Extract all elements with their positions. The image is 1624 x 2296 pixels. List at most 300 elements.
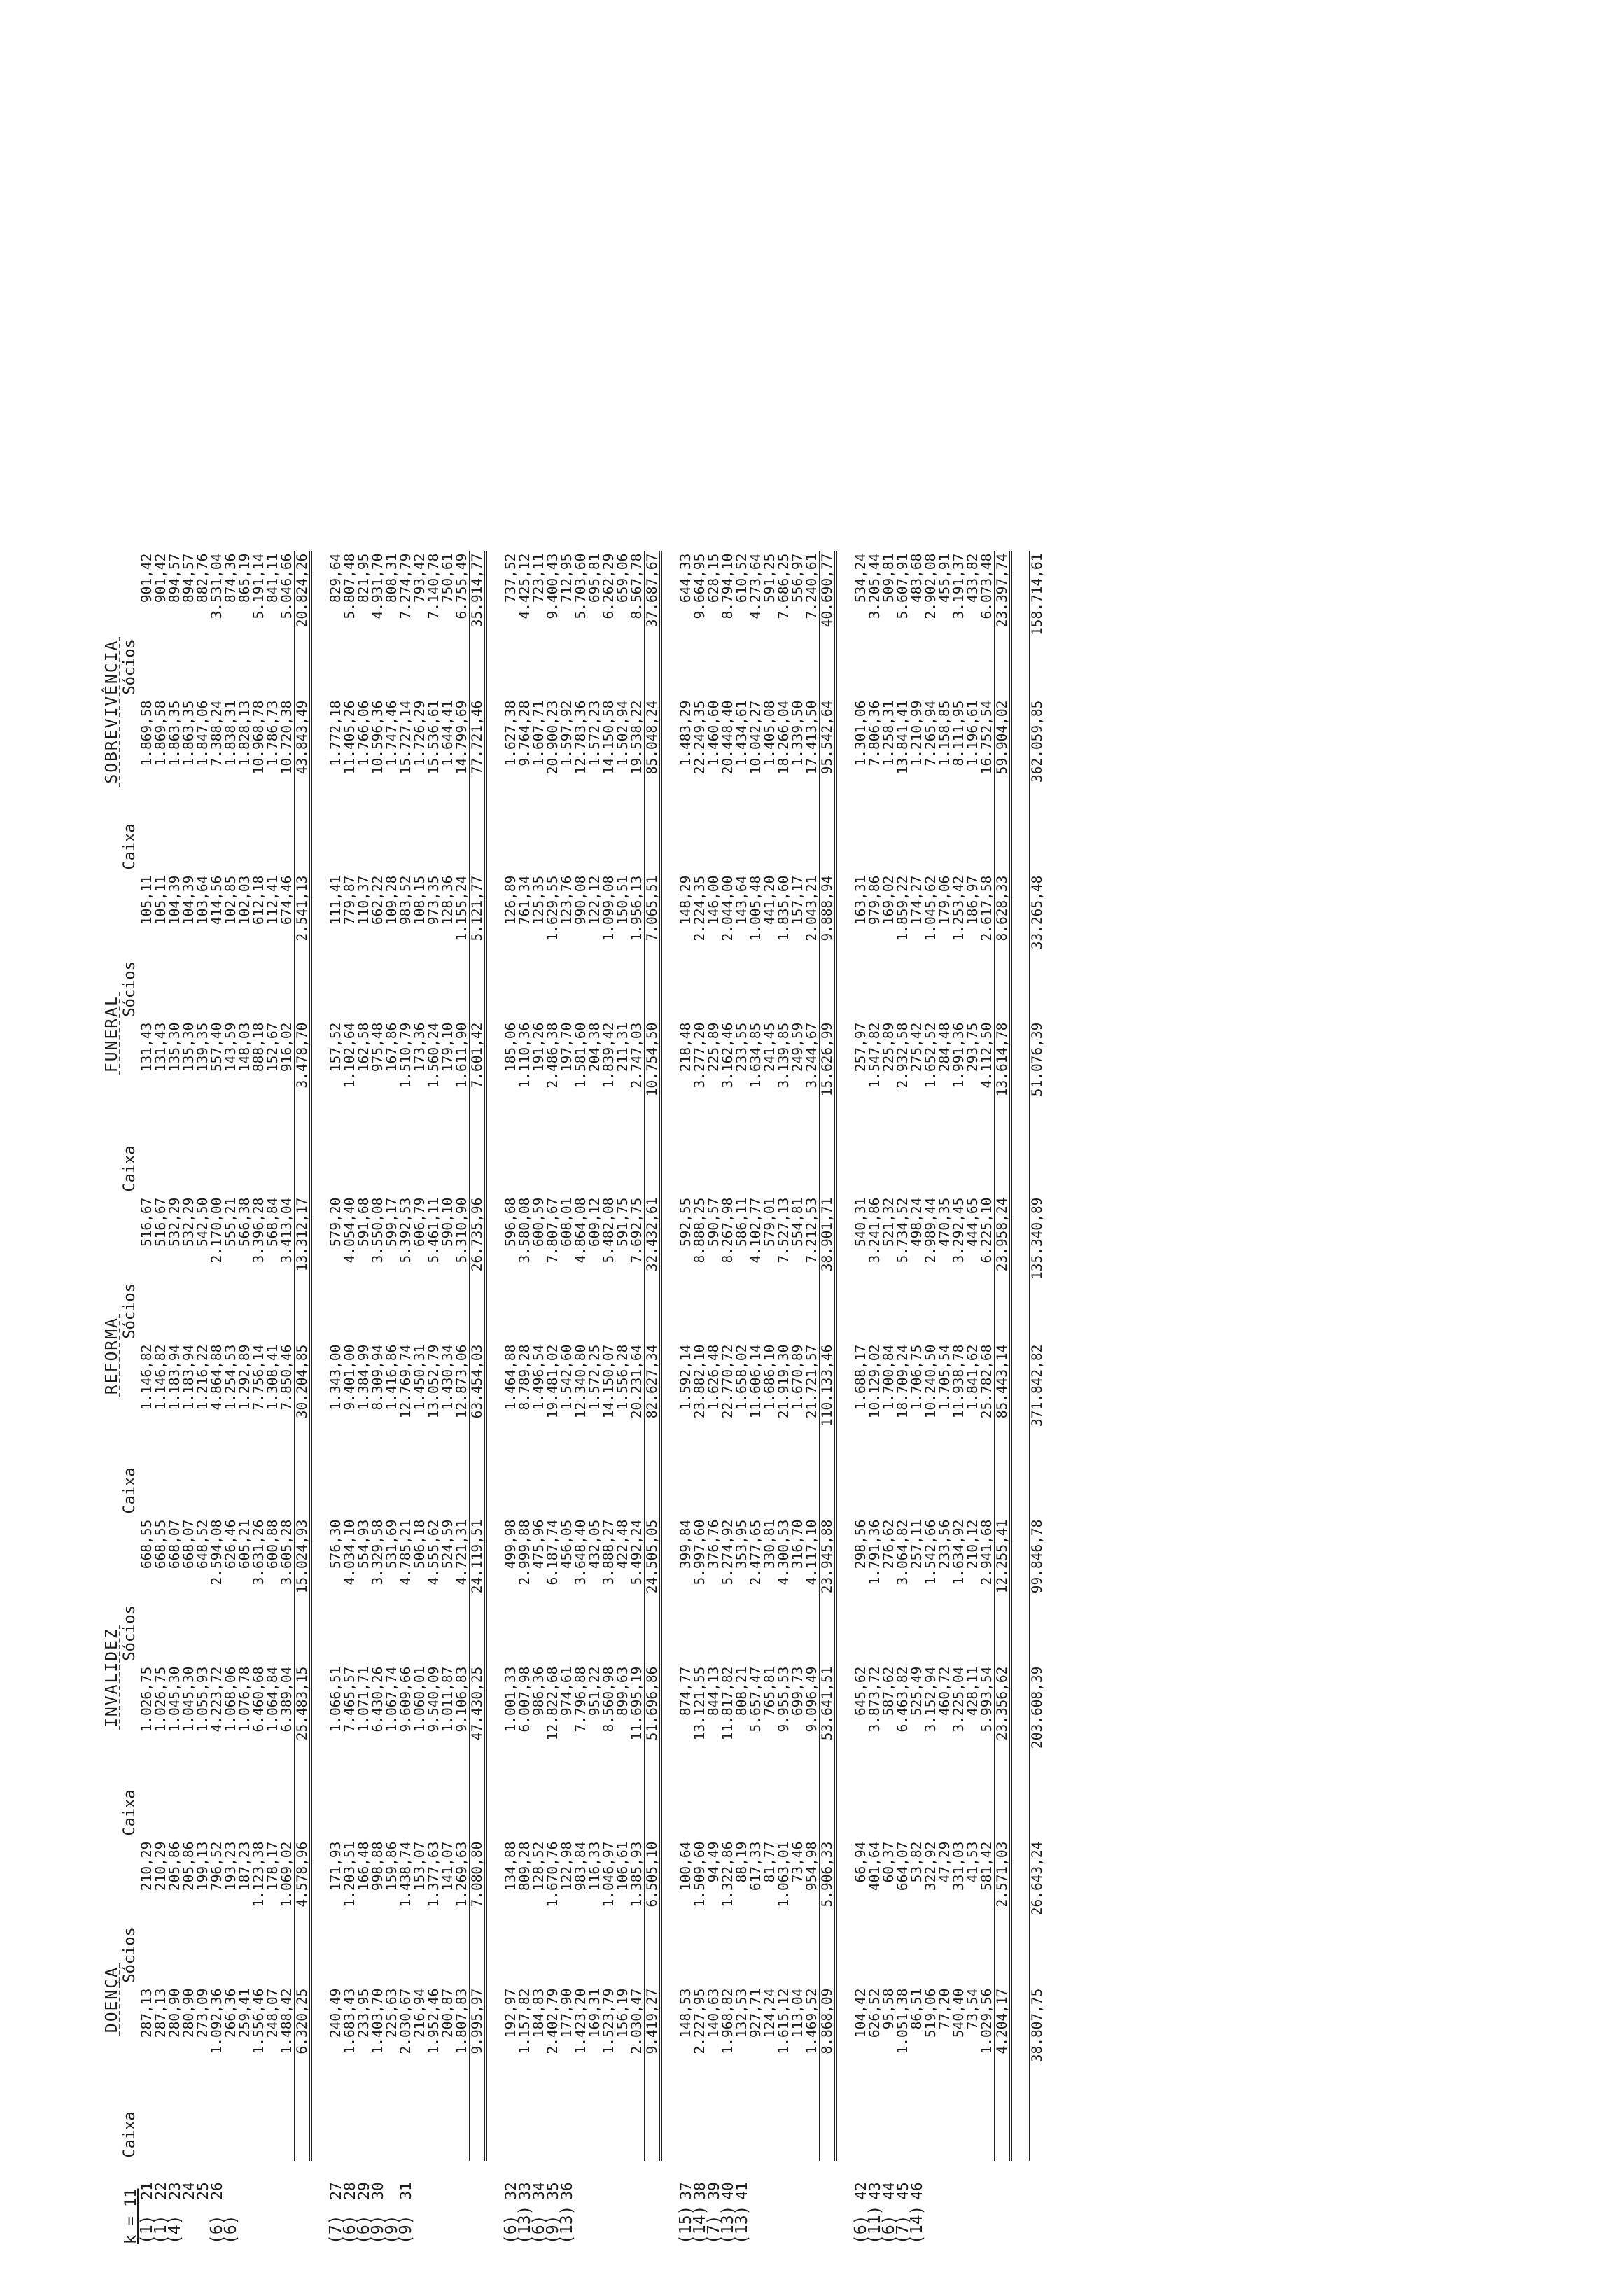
block-spacer (486, 551, 504, 2247)
k-value: 28 (342, 2182, 358, 2200)
socios-cell: 591,75 (615, 1197, 631, 1247)
multiplier-label: (1) (152, 2215, 170, 2244)
multiplier-label: (7) (705, 2215, 723, 2244)
table-row (749, 551, 763, 2247)
socios-cell: 109,28 (384, 875, 400, 925)
socios-cell: 540,31 (853, 1197, 869, 1247)
caixa-cell: 135,30 (181, 1022, 197, 1072)
caixa-cell: 1.766,06 (356, 700, 372, 766)
caixa-cell: 1.611,90 (454, 1022, 470, 1088)
socios-cell: 841,11 (265, 553, 281, 603)
caixa-cell: 169,31 (587, 1988, 603, 2038)
caixa-cell: 1.157,82 (517, 1988, 533, 2054)
socios-cell: 4.555,62 (426, 1519, 442, 1586)
table-row (343, 551, 357, 2247)
caixa-cell: 12.340,80 (573, 1344, 589, 1419)
caixa-cell: 1.572,25 (587, 1344, 603, 1410)
socios-cell: 3.631,26 (251, 1519, 267, 1586)
k-value (238, 2168, 252, 2203)
caixa-cell: 225,89 (706, 1022, 722, 1072)
table-row (210, 551, 224, 2247)
socios-cell: 128,52 (531, 1841, 547, 1891)
caixa-cell: 888,18 (251, 1022, 267, 1072)
caixa-cell: 1.747,46 (384, 700, 400, 766)
k-value: 43 (867, 2182, 883, 2200)
socios-cell: 750,61 (440, 553, 456, 603)
multiplier-label (238, 2203, 252, 2247)
caixa-cell: 113,04 (790, 1988, 806, 2038)
socios-cell: 3.064,82 (895, 1519, 911, 1586)
table-row (602, 551, 616, 2247)
caixa-cell: 293,75 (965, 1022, 981, 1072)
caixa-cell: 86,51 (909, 1988, 925, 2030)
gap-cell (266, 2161, 280, 2168)
k-value: 36 (559, 2182, 575, 2200)
caixa-cell: 1.869,58 (153, 700, 169, 766)
caixa-cell: 131,43 (139, 1022, 155, 1072)
socios-cell: 5.807,48 (342, 553, 358, 620)
table-row (777, 551, 791, 2247)
multiplier-label (924, 2203, 938, 2247)
gap-cell (504, 2161, 518, 2168)
caixa-cell: 1.839,42 (601, 1022, 617, 1088)
caixa-cell: 975,48 (370, 1022, 386, 1072)
caixa-cell: 211,31 (615, 1022, 631, 1072)
multiplier-label (280, 2203, 295, 2247)
socios-cell: 316,70 (790, 1519, 806, 1569)
k-value: 42 (853, 2182, 869, 2200)
caixa-cell: 587,62 (881, 1666, 897, 1716)
caixa-cell: 157,52 (328, 1022, 344, 1072)
gap-cell (546, 2161, 560, 2168)
multiplier-label: (4) (166, 2215, 184, 2244)
caixa-cell: 287,13 (153, 1988, 169, 2038)
gap-cell (805, 2161, 820, 2168)
k-value (777, 2168, 791, 2203)
table-row (721, 551, 735, 2247)
caixa-cell: 557,40 (209, 1022, 225, 1072)
block-spacer (661, 551, 679, 2247)
socios-cell: 199,13 (195, 1841, 211, 1891)
socios-cell: 1.155,24 (454, 875, 470, 941)
caixa-cell: 1.460,60 (706, 700, 722, 766)
k-value: 27 (328, 2182, 344, 2200)
socios-cell: 532,29 (181, 1197, 197, 1247)
subtotal-cell: 7.080,80 (470, 1839, 486, 1986)
subtotal-cell: 3.478,70 (295, 1020, 311, 1195)
socios-cell: 414,56 (209, 875, 225, 925)
caixa-cell: 233,95 (356, 1988, 372, 2038)
k-value: 24 (181, 2182, 197, 2200)
socios-cell: 2.594,08 (209, 1519, 225, 1586)
socios-cell: 233,56 (937, 1519, 953, 1569)
socios-cell: 592,55 (678, 1197, 694, 1247)
table-row (385, 551, 399, 2247)
caixa-cell: 14.150,58 (601, 700, 617, 775)
socios-cell: 499,98 (503, 1519, 519, 1569)
gap-cell (1030, 2161, 1044, 2168)
caixa-cell: 1.688,17 (853, 1344, 869, 1410)
block-spacer (311, 551, 329, 2247)
caixa-cell: 2.402,79 (545, 1988, 561, 2054)
caixa-cell: 140,63 (706, 1988, 722, 2038)
multiplier-label: (11) (866, 2205, 884, 2244)
multiplier-label: (13) (516, 2205, 534, 2244)
caixa-cell: 1.110,36 (517, 1022, 533, 1088)
caixa-cell: 2.030,47 (629, 1988, 645, 2054)
caixa-cell: 8.111,95 (951, 700, 967, 766)
caixa-cell: 1.838,31 (223, 700, 239, 766)
table-row (707, 551, 721, 2247)
socios-header: Sócios (121, 1283, 139, 1339)
socios-cell: 103,64 (195, 875, 211, 925)
socios-cell: 542,50 (195, 1197, 211, 1247)
caixa-cell: 177,90 (559, 1988, 575, 2038)
socios-cell: 2.941,68 (979, 1519, 995, 1586)
socios-cell: 3.888,27 (601, 1519, 617, 1586)
subtotal-cell: 23.945,88 (820, 1517, 836, 1664)
caixa-cell: 645,62 (853, 1666, 869, 1716)
k-value (602, 2168, 616, 2203)
socios-cell: 556,97 (790, 553, 806, 603)
caixa-cell: 12.873,06 (454, 1344, 470, 1419)
socios-cell: 829,64 (328, 553, 344, 603)
caixa-cell: 162,58 (356, 1022, 372, 1072)
caixa-cell: 1.071,71 (356, 1666, 372, 1732)
caixa-cell: 4.864,88 (209, 1344, 225, 1410)
caixa-cell: 139,35 (195, 1022, 211, 1072)
grand-total-cell: 362.059,85 (1030, 698, 1044, 873)
k-value (224, 2168, 238, 2203)
caixa-cell: 1.464,88 (503, 1344, 519, 1410)
multiplier-label: (13) (558, 2205, 576, 2244)
subtotal-cell: 43.843,49 (295, 698, 311, 873)
k-value (266, 2168, 280, 2203)
caixa-cell: 13.841,41 (895, 700, 911, 775)
k-value (980, 2168, 995, 2203)
gap-cell (357, 2161, 371, 2168)
caixa-cell: 1.423,20 (573, 1988, 589, 2054)
gap-cell (455, 2161, 470, 2168)
multiplier-label (588, 2203, 602, 2247)
caixa-cell: 1.064,84 (265, 1666, 281, 1732)
table-row (546, 551, 560, 2247)
caixa-cell: 2.030,67 (398, 1988, 414, 2054)
socios-cell: 4.931,70 (370, 553, 386, 620)
socios-cell: 524,59 (440, 1519, 456, 1569)
socios-cell: 3.241,86 (867, 1197, 883, 1264)
socios-cell: 456,05 (559, 1519, 575, 1569)
subtotal-cell: 5.121,77 (470, 873, 486, 1020)
caixa-cell: 20.231,64 (629, 1344, 645, 1419)
caixa-cell: 1.542,60 (559, 1344, 575, 1410)
socios-cell: 210,29 (153, 1841, 169, 1891)
caixa-cell: 1.607,71 (531, 700, 547, 766)
k-value: 35 (545, 2182, 561, 2200)
socios-cell: 148,29 (678, 875, 694, 925)
blank-cell (645, 2168, 661, 2203)
caixa-cell: 1.067,74 (384, 1666, 400, 1732)
gap-cell (210, 2161, 224, 2168)
caixa-cell: 1.615,12 (776, 1988, 792, 2054)
socios-cell: 102,85 (223, 875, 239, 925)
caixa-cell: 1.183,94 (181, 1344, 197, 1410)
grand-total-cell: 33.265,48 (1030, 873, 1044, 1020)
socios-cell: 126,89 (503, 875, 519, 925)
socios-cell: 7.274,79 (398, 553, 414, 620)
socios-cell: 874,36 (223, 553, 239, 603)
subtotal-cell: 110.133,46 (820, 1342, 836, 1517)
caixa-cell: 14.799,69 (454, 700, 470, 775)
socios-cell: 610,52 (734, 553, 750, 603)
subtotal-cell: 13.312,17 (295, 1195, 311, 1342)
table-row (238, 551, 252, 2247)
caixa-cell: 9.609,66 (398, 1666, 414, 1732)
caixa-cell: 986,36 (531, 1666, 547, 1716)
socios-cell: 174,27 (909, 875, 925, 925)
socios-cell: 5.607,91 (895, 553, 911, 620)
k-value (966, 2168, 980, 2203)
socios-cell: 108,15 (412, 875, 428, 925)
socios-cell: 186,97 (965, 875, 981, 925)
table-row (938, 551, 952, 2247)
caixa-cell: 765,81 (762, 1666, 778, 1716)
k-value: 33 (517, 2182, 533, 2200)
caixa-cell: 1.488,42 (279, 1988, 295, 2054)
socios-cell: 141,07 (440, 1841, 456, 1891)
table-row (735, 551, 749, 2247)
caixa-cell: 1.434,61 (734, 700, 750, 766)
caixa-cell: 95,58 (881, 1988, 897, 2030)
caixa-cell: 2.932,58 (895, 1022, 911, 1088)
socios-cell: 9.400,43 (545, 553, 561, 620)
caixa-cell: 1.450,31 (412, 1344, 428, 1410)
caixa-cell: 974,61 (559, 1666, 575, 1716)
socios-cell: 668,07 (181, 1519, 197, 1569)
socios-cell: 5.734,52 (895, 1197, 911, 1264)
caixa-cell: 1.644,41 (440, 700, 456, 766)
socios-cell: 1.859,22 (895, 875, 911, 941)
caixa-cell: 1.968,82 (720, 1988, 736, 2054)
k-value: 25 (195, 2182, 211, 2200)
socios-cell: 901,42 (153, 553, 169, 603)
multiplier-label (966, 2203, 980, 2247)
socios-cell: 3.605,28 (279, 1519, 295, 1586)
socios-cell: 1.629,55 (545, 875, 561, 941)
k-value (791, 2168, 805, 2203)
socios-cell: 8.794,10 (720, 553, 736, 620)
table-row (399, 551, 413, 2247)
socios-cell: 5.274,92 (720, 1519, 736, 1586)
caixa-cell: 927,71 (748, 1988, 764, 2038)
caixa-cell: 22.770,72 (720, 1344, 736, 1419)
socios-cell: 4.300,53 (776, 1519, 792, 1586)
caixa-cell: 5.657,47 (748, 1666, 764, 1732)
gap-cell (280, 2161, 295, 2168)
caixa-cell: 6.389,04 (279, 1666, 295, 1732)
socios-cell: 668,55 (139, 1519, 155, 1569)
socios-cell: 4.273,64 (748, 553, 764, 620)
socios-header: Sócios (121, 961, 139, 1017)
blank-cell (645, 2203, 661, 2247)
socios-cell: 110,37 (356, 875, 372, 925)
socios-cell: 596,68 (503, 1197, 519, 1247)
socios-cell: 106,61 (615, 1841, 631, 1891)
caixa-cell: 1.597,92 (559, 700, 575, 766)
caixa-cell: 248,07 (265, 1988, 281, 2038)
socios-cell: 5.482,08 (601, 1197, 617, 1264)
socios-cell: 153,07 (412, 1841, 428, 1891)
socios-cell: 73,46 (790, 1841, 806, 1883)
group-doenca: DOENÇA (105, 1839, 123, 2161)
caixa-cell: 10.042,27 (748, 700, 764, 775)
subtotal-cell: 7.065,51 (645, 873, 661, 1020)
socios-cell: 979,86 (867, 875, 883, 925)
k-value (616, 2168, 630, 2203)
socios-cell: 128,36 (440, 875, 456, 925)
socios-cell: 5.492,24 (629, 1519, 645, 1586)
k-value (938, 2168, 952, 2203)
socios-cell: 178,17 (265, 1841, 281, 1891)
caixa-cell: 874,77 (678, 1666, 694, 1716)
multiplier-label: (14) (908, 2205, 926, 2244)
caixa-cell: 808,21 (734, 1666, 750, 1716)
caixa-cell: 1.001,33 (503, 1666, 519, 1732)
socios-cell: 205,86 (167, 1841, 183, 1891)
blank-cell (470, 2168, 486, 2203)
gap-cell (938, 2161, 952, 2168)
socios-cell: 88,19 (734, 1841, 750, 1883)
caixa-cell: 1.051,38 (895, 1988, 911, 2054)
subtotal-cell: 82.627,34 (645, 1342, 661, 1517)
socios-cell: 516,67 (139, 1197, 155, 1247)
socios-cell: 1.123,38 (251, 1841, 267, 1907)
socios-cell: 581,42 (979, 1841, 995, 1891)
subtotal-cell: 5.906,33 (820, 1839, 836, 1986)
caixa-cell: 21.919,30 (776, 1344, 792, 1419)
socios-cell: 331,03 (951, 1841, 967, 1891)
gap-cell (427, 2161, 441, 2168)
k-value (441, 2168, 455, 2203)
gap-cell (371, 2161, 385, 2168)
socios-cell: 1.005,48 (748, 875, 764, 941)
socios-cell: 723,11 (531, 553, 547, 603)
gap-cell (295, 2161, 311, 2168)
gap-cell (924, 2161, 938, 2168)
caixa-cell: 10.129,02 (867, 1344, 883, 1419)
table-row (413, 551, 427, 2247)
socios-cell: 695,81 (587, 553, 603, 603)
socios-cell: 111,41 (328, 875, 344, 925)
socios-cell: 606,79 (412, 1197, 428, 1247)
multiplier-label: (6) (208, 2215, 226, 2244)
caixa-cell: 3.873,72 (867, 1666, 883, 1732)
subtotal-cell: 2.541,13 (295, 873, 311, 1020)
caixa-cell: 6.430,26 (370, 1666, 386, 1732)
caixa-cell: 1.847,06 (195, 700, 211, 766)
gap-cell (645, 2161, 661, 2168)
caixa-cell: 21.721,57 (804, 1344, 820, 1419)
table-row (427, 551, 441, 2247)
table-row (588, 551, 602, 2247)
subtotal-cell: 12.255,41 (995, 1517, 1011, 1664)
caixa-cell: 7.465,57 (342, 1666, 358, 1732)
caixa-cell: 10.240,50 (923, 1344, 939, 1419)
grand-total-cell: 158.714,61 (1030, 551, 1044, 698)
socios-cell: 554,81 (790, 1197, 806, 1247)
socios-header: Sócios (121, 1927, 139, 1983)
subtotal-cell: 13.614,78 (995, 1020, 1011, 1195)
subtotal-cell: 15.626,99 (820, 1020, 836, 1195)
socios-cell: 5.997,60 (692, 1519, 708, 1586)
caixa-cell: 9.096,49 (804, 1666, 820, 1732)
gap-cell (518, 2161, 532, 2168)
socios-cell: 7.212,53 (804, 1197, 820, 1264)
gap-cell (693, 2161, 707, 2168)
caixa-cell: 10.720,38 (279, 700, 295, 775)
caixa-cell: 1.301,06 (853, 700, 869, 766)
caixa-cell: 519,06 (923, 1988, 939, 2038)
caixa-cell: 1.045,30 (167, 1666, 183, 1732)
caixa-cell: 273,09 (195, 1988, 211, 2038)
caixa-cell: 540,40 (951, 1988, 967, 2038)
table-row (224, 551, 238, 2247)
subtotal-cell: 6.505,10 (645, 1839, 661, 1986)
k-value: 45 (895, 2182, 911, 2200)
caixa-cell: 15.536,61 (426, 700, 442, 775)
caixa-cell: 1.158,85 (937, 700, 953, 766)
socios-cell: 600,88 (265, 1519, 281, 1569)
socios-cell: 6.225,10 (979, 1197, 995, 1264)
caixa-cell: 2.486,38 (545, 1022, 561, 1088)
caixa-header: Caixa (121, 823, 139, 870)
socios-cell: 894,57 (181, 553, 197, 603)
caixa-cell: 1.060,01 (412, 1666, 428, 1732)
gap-cell (560, 2161, 574, 2168)
socios-cell: 2.902,08 (923, 553, 939, 620)
gap-cell (343, 2161, 357, 2168)
socios-cell: 150,51 (615, 875, 631, 925)
socios-cell: 399,84 (678, 1519, 694, 1569)
subtotal-cell: 85.048,24 (645, 698, 661, 873)
multiplier-label (266, 2203, 280, 2247)
caixa-cell: 179,10 (440, 1022, 456, 1072)
table-row (196, 551, 210, 2247)
subtotal-cell: 95.542,64 (820, 698, 836, 873)
subtotal-cell: 10.754,50 (645, 1020, 661, 1195)
socios-cell: 591,68 (356, 1197, 372, 1247)
caixa-cell: 8.560,98 (601, 1666, 617, 1732)
caixa-cell: 1.863,35 (167, 700, 183, 766)
caixa-cell: 1.523,79 (601, 1988, 617, 2054)
caixa-cell: 12.783,36 (573, 700, 589, 775)
table-row (966, 551, 980, 2247)
blank-cell (820, 2203, 836, 2247)
multiplier-label: (13) (719, 2205, 737, 2244)
socios-cell: 973,35 (426, 875, 442, 925)
caixa-header: Caixa (121, 1789, 139, 1836)
socios-cell: 3.292,45 (951, 1197, 967, 1264)
socios-cell: 498,24 (909, 1197, 925, 1247)
socios-cell: 2.999,88 (517, 1519, 533, 1586)
socios-cell: 2.989,44 (923, 1197, 939, 1264)
socios-cell: 1.063,01 (776, 1841, 792, 1907)
caixa-cell: 1.869,58 (139, 700, 155, 766)
multiplier-label: (9) (369, 2215, 387, 2244)
socios-cell: 608,01 (559, 1197, 575, 1247)
socios-cell: 422,48 (615, 1519, 631, 1569)
caixa-cell: 1.658,02 (734, 1344, 750, 1410)
